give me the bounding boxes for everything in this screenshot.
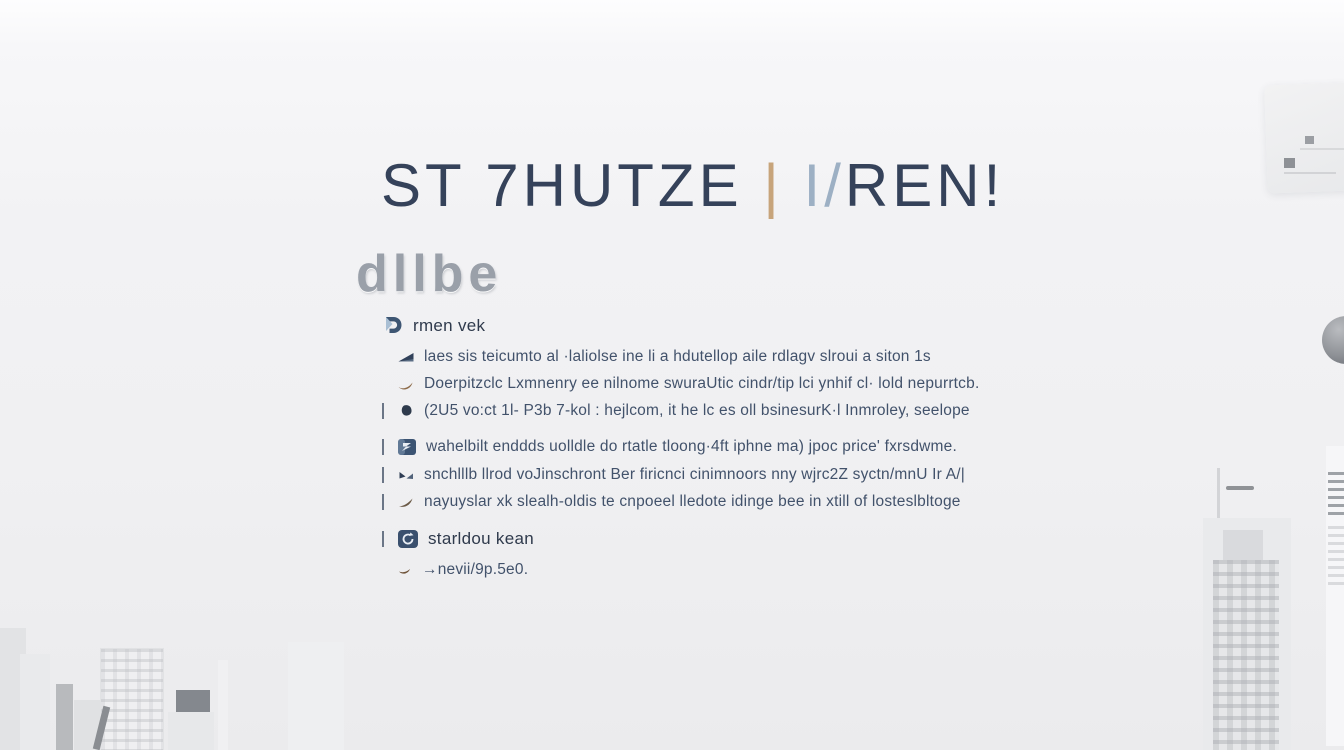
tower-roof-block xyxy=(1223,530,1263,560)
list-item-text: Doerpitzclc Lxmnenry ee nilnome swuraUtic cindr/tip lci ynhif cl· lold nepurrtcb. xyxy=(424,375,980,392)
group-header-label: rmen vek xyxy=(413,316,486,335)
card-detail xyxy=(1284,172,1336,174)
logo-wordmark: dllbe xyxy=(356,245,503,303)
list-group xyxy=(382,437,1022,511)
building-silhouette xyxy=(20,654,50,750)
row-bar xyxy=(382,494,384,510)
flag-icon xyxy=(397,348,415,366)
list-item-text: →nevii/9p.5e0. xyxy=(422,561,529,578)
group-header-label: starldou kean xyxy=(428,529,534,548)
edge-building-windows xyxy=(1328,526,1344,586)
antenna-mast xyxy=(1217,468,1220,522)
building-silhouette xyxy=(218,660,228,750)
list-item xyxy=(382,493,1022,511)
list-item xyxy=(382,348,1022,366)
row-bar xyxy=(382,467,384,483)
building-silhouette xyxy=(168,712,214,750)
row-bar xyxy=(382,403,384,419)
swirl-badge-icon xyxy=(397,528,419,550)
list-item xyxy=(382,375,1022,393)
building-silhouette xyxy=(288,642,344,750)
list-group xyxy=(382,315,1022,420)
list-group xyxy=(382,528,1022,579)
building-silhouette xyxy=(176,690,210,714)
page-title xyxy=(381,152,1005,219)
play-flags-icon xyxy=(397,466,415,484)
title-part: REN! xyxy=(844,152,1005,219)
list-item-text: nayuyslar xk slealh-oldis te cnpoeel lledote idinge bee in xtill of losteslbltoge xyxy=(424,493,961,510)
d-ribbon-icon xyxy=(382,315,404,337)
comma-swoosh-icon xyxy=(397,562,413,578)
card-detail xyxy=(1305,136,1314,144)
card-detail xyxy=(1300,148,1344,150)
group-header xyxy=(382,315,1022,337)
list-item-text: snchlllb llrod voJinschront Ber firicnci cinimnoors nny wjrc2Z syctn/mnU Ir A/| xyxy=(424,466,965,483)
list-item-text: laes sis teicumto al ·laliolse ine li a hdutellop aile rdlagv slroui a siton 1s xyxy=(424,348,931,365)
building-silhouette xyxy=(100,648,164,750)
title-part-accent-blue: I/ xyxy=(803,152,845,219)
list-item xyxy=(382,561,1022,579)
wave-icon xyxy=(397,493,415,511)
sphere-decoration xyxy=(1322,316,1344,364)
tower-windows xyxy=(1213,560,1279,750)
list-item xyxy=(382,402,1022,420)
edge-building-windows xyxy=(1328,472,1344,518)
swoosh-icon xyxy=(397,375,415,393)
list-item xyxy=(382,466,1022,484)
list-item xyxy=(382,437,1022,457)
ink-blob-icon xyxy=(397,402,415,420)
card-detail xyxy=(1284,158,1295,168)
title-part-accent-tan: | xyxy=(763,152,804,219)
building-silhouette xyxy=(56,684,73,750)
bird-dash xyxy=(1226,486,1254,490)
list-item-text: (2U5 vo:ct 1l- P3b 7-kol : hejlcom, it he lc es oll bsinesurK·l Inmroley, seelope xyxy=(424,402,970,419)
row-bar xyxy=(382,531,384,547)
z-badge-icon xyxy=(397,437,417,457)
group-header xyxy=(382,528,1022,550)
content-list xyxy=(382,315,1022,596)
list-item-text: wahelbilt enddds uolldle do rtatle tloong·4ft iphne ma) jpoc price' fxrsdwme. xyxy=(426,438,957,455)
row-bar xyxy=(382,439,384,455)
title-part: ST 7HUTZE xyxy=(381,152,764,219)
